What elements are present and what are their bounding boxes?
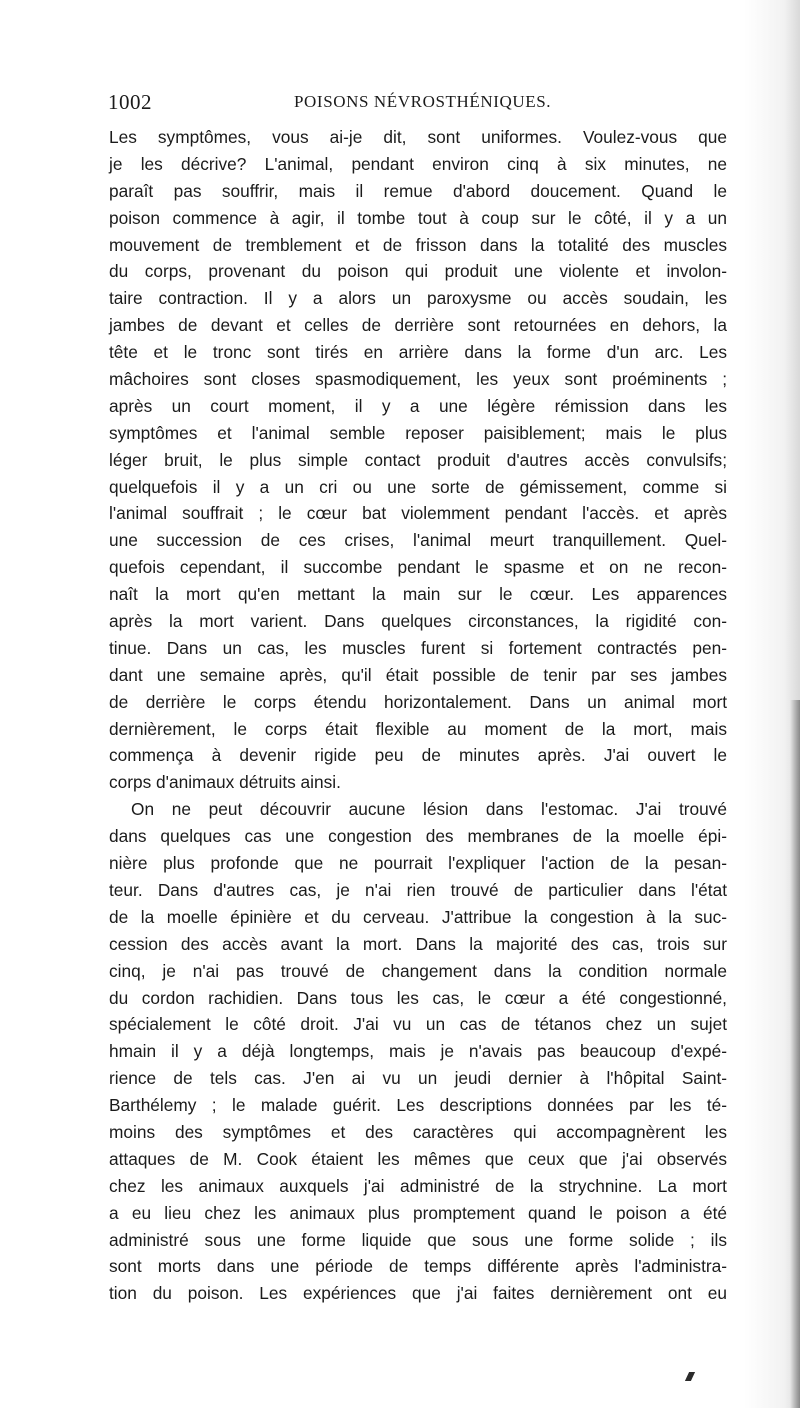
ink-speck bbox=[685, 1372, 695, 1381]
text-line: je les décrive? L'animal, pendant environ cinq à six minutes, ne bbox=[109, 153, 727, 174]
text-line: de la moelle épinière et du cerveau. J'attribue la congestion à la suc- bbox=[109, 906, 727, 927]
text-line: rience de tels cas. J'en ai vu un jeudi dernier à l'hôpital Saint- bbox=[109, 1068, 727, 1089]
text-line: tête et le tronc sont tirés en arrière dans la forme d'un arc. Les bbox=[109, 342, 727, 363]
text-line: symptômes et l'animal semble reposer paisiblement; mais le plus bbox=[109, 422, 727, 443]
text-line: tinue. Dans un cas, les muscles furent si fortement contractés pen- bbox=[109, 637, 727, 658]
text-line: taire contraction. Il y a alors un paroxysme ou accès soudain, les bbox=[109, 288, 727, 309]
text-line: mouvement de tremblement et de frisson dans la totalité des muscles bbox=[109, 234, 727, 255]
text-line: hmain il y a déjà longtemps, mais je n'avais pas beaucoup d'expé- bbox=[109, 1041, 727, 1062]
running-title: POISONS NÉVROSTHÉNIQUES. bbox=[294, 92, 552, 111]
text-line: moins des symptômes et des caractères qui accompagnèrent les bbox=[109, 1121, 727, 1142]
text-line: quefois cependant, il succombe pendant le spasme et on ne recon- bbox=[109, 557, 727, 578]
page-edge-shadow bbox=[790, 700, 800, 1408]
text-line: administré sous une forme liquide que sous une forme solide ; ils bbox=[109, 1229, 727, 1250]
text-line: dant une semaine après, qu'il était possible de tenir par ses jambes bbox=[109, 664, 727, 685]
body-text bbox=[109, 124, 727, 1307]
page-header bbox=[108, 90, 728, 116]
text-line: l'animal souffrait ; le cœur bat violemment pendant l'accès. et après bbox=[109, 503, 727, 524]
text-line: quelquefois il y a un cri ou une sorte de gémissement, comme si bbox=[109, 476, 727, 497]
text-line: du cordon rachidien. Dans tous les cas, le cœur a été congestionné, bbox=[109, 987, 727, 1008]
text-line: dans quelques cas une congestion des membranes de la moelle épi- bbox=[109, 826, 727, 847]
text-line: spécialement le côté droit. J'ai vu un cas de tétanos chez un sujet bbox=[109, 1014, 727, 1035]
text-line: dernièrement, le corps était flexible au moment de la mort, mais bbox=[109, 718, 727, 739]
text-line: mâchoires sont closes spasmodiquement, les yeux sont proéminents ; bbox=[109, 369, 727, 390]
text-line: une succession de ces crises, l'animal meurt tranquillement. Quel- bbox=[109, 530, 727, 551]
text-line: léger bruit, le plus simple contact produit d'autres accès convulsifs; bbox=[109, 449, 727, 470]
text-line: cession des accès avant la mort. Dans la majorité des cas, trois sur bbox=[109, 933, 727, 954]
text-line: teur. Dans d'autres cas, je n'ai rien trouvé de particulier dans l'état bbox=[109, 879, 727, 900]
text-line: jambes de devant et celles de derrière sont retournées en dehors, la bbox=[109, 315, 727, 336]
text-line: après un court moment, il y a une légère rémission dans les bbox=[109, 395, 727, 416]
page-number: 1002 bbox=[108, 90, 152, 114]
text-line: après la mort varient. Dans quelques circonstances, la rigidité con- bbox=[109, 611, 727, 632]
text-line: Barthélemy ; le malade guérit. Les descriptions données par les té- bbox=[109, 1095, 727, 1116]
text-line: cinq, je n'ai pas trouvé de changement dans la condition normale bbox=[109, 960, 727, 981]
text-line: tion du poison. Les expériences que j'ai faites dernièrement ont eu bbox=[109, 1283, 727, 1304]
text-line: a eu lieu chez les animaux plus promptement quand le poison a été bbox=[109, 1202, 727, 1223]
text-line: commença à devenir rigide peu de minutes après. J'ai ouvert le bbox=[109, 745, 727, 766]
paragraph-start-line: On ne peut découvrir aucune lésion dans l'estomac. J'ai trouvé bbox=[131, 799, 727, 820]
text-line: du corps, provenant du poison qui produit une violente et involon- bbox=[109, 261, 727, 282]
text-line: chez les animaux auxquels j'ai administré de la strychnine. La mort bbox=[109, 1175, 727, 1196]
text-line: sont morts dans une période de temps différente après l'administra- bbox=[109, 1256, 727, 1277]
text-line: naît la mort qu'en mettant la main sur le cœur. Les apparences bbox=[109, 584, 727, 605]
text-line: poison commence à agir, il tombe tout à coup sur le côté, il y a un bbox=[109, 207, 727, 228]
paragraph-end-line: corps d'animaux détruits ainsi. bbox=[109, 772, 341, 793]
text-line: paraît pas souffrir, mais il remue d'abord doucement. Quand le bbox=[109, 180, 727, 201]
text-line: Les symptômes, vous ai-je dit, sont uniformes. Voulez-vous que bbox=[109, 127, 727, 147]
text-line: de derrière le corps étendu horizontalement. Dans un animal mort bbox=[109, 691, 727, 712]
text-line: attaques de M. Cook étaient les mêmes que ceux que j'ai observés bbox=[109, 1148, 727, 1169]
text-line: nière plus profonde que ne pourrait l'expliquer l'action de la pesan- bbox=[109, 853, 727, 874]
